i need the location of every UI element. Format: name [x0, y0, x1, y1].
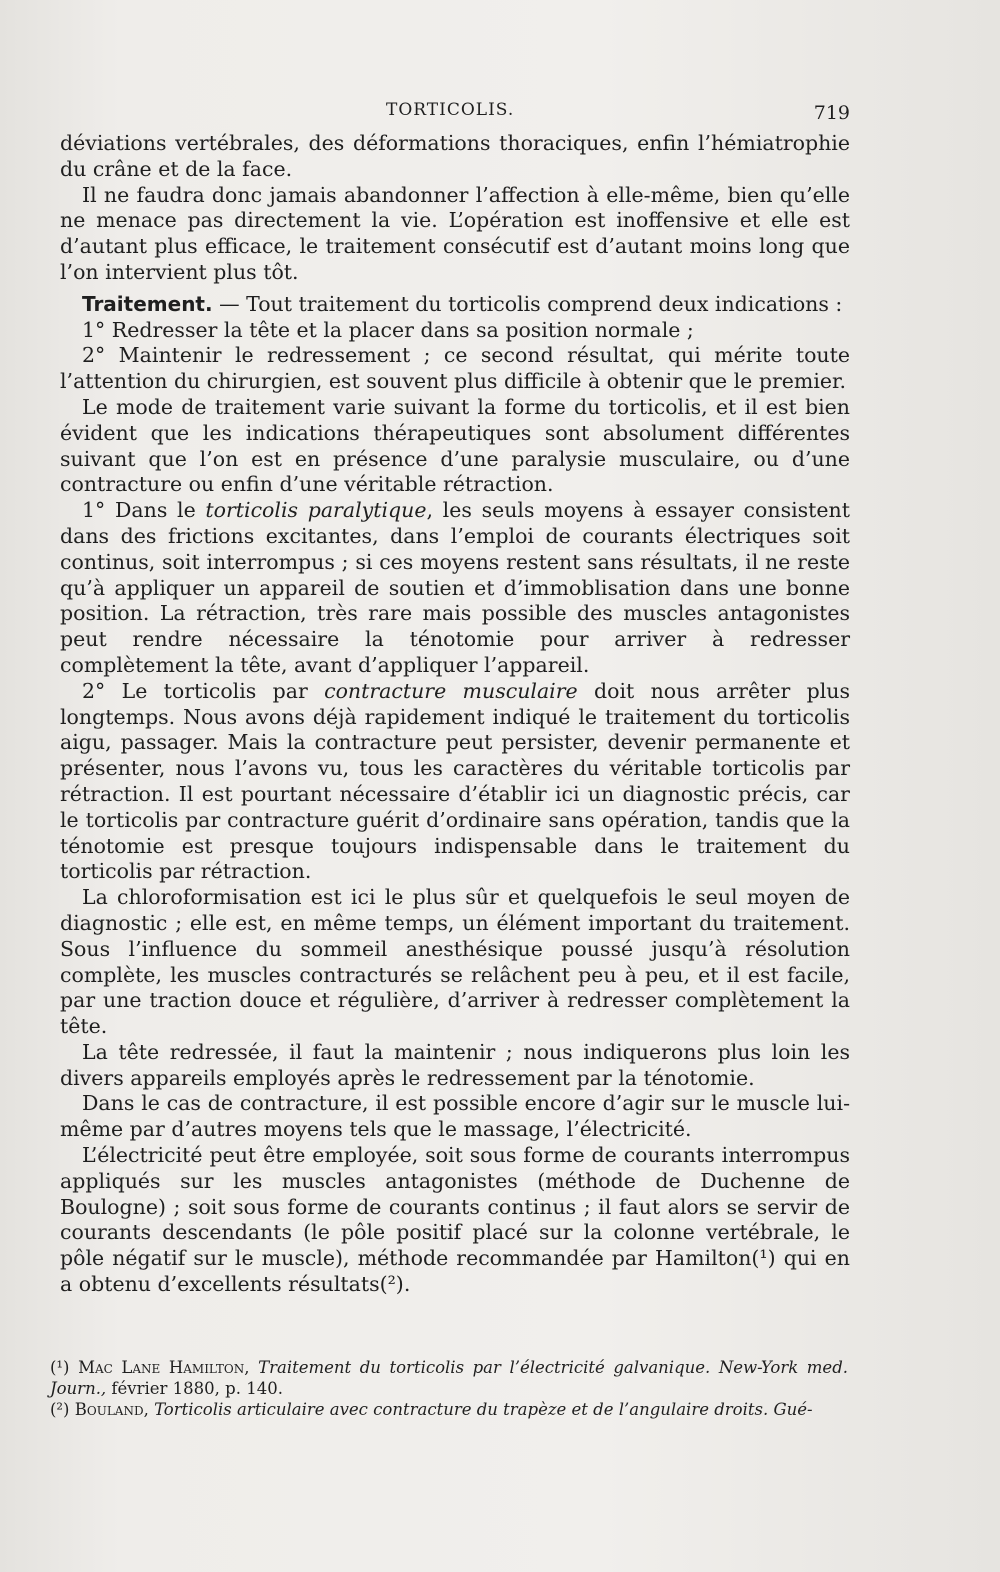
paragraph: 2° Maintenir le redressement ; ce second résultat, qui mérite toute l’attention du chirurgien, est souvent plus difficile à obtenir que le premier. — [60, 343, 850, 394]
paragraph — [60, 292, 850, 318]
footnote — [50, 1357, 848, 1399]
paragraph-text: doit nous arrêter plus longtemps. Nous avons déjà rapidement indiqué le traitement du torticolis aigu, passager. Mais la contracture peut persister, devenir permanente et présenter, nous l’avons vu, tous les caractères du véritable torticolis par rétraction. Il est pourtant nécessaire d’établir ici un diagnostic précis, car le torticolis par contracture guérit d’ordinaire sans opération, tandis que la ténotomie est presque toujours indispensable dans le traitement du torticolis par rétraction. — [60, 678, 850, 884]
footnote-ref[interactable]: (¹) — [751, 1246, 776, 1271]
footnote-rest: février 1880, p. 140. — [106, 1379, 283, 1398]
italic-term: torticolis paralytique — [205, 498, 427, 523]
footnote-ref[interactable]: (²) — [379, 1272, 404, 1297]
paragraph: La tête redressée, il faut la maintenir ; nous indiquerons plus loin les divers appareils employés après le redressement par la ténotomie. — [60, 1039, 850, 1090]
italic-term: contracture musculaire — [324, 678, 578, 703]
footnote — [50, 1399, 848, 1420]
paragraph — [60, 1143, 850, 1298]
page-number: 719 — [813, 102, 850, 124]
paragraph: 1° Redresser la tête et la placer dans sa position normale ; — [82, 317, 694, 342]
body-text — [60, 131, 850, 1298]
footnote-title: Torticolis articulaire avec contracture du trapèze et de l’angulaire droits. Gué- — [154, 1400, 813, 1419]
paragraph — [60, 679, 850, 885]
footnotes — [50, 1357, 848, 1420]
paragraph-text: , les seuls moyens à essayer consistent dans des frictions excitantes, dans l’emploi de courants électriques soit continus, soit interrompus ; si ces moyens restent sans résultats, il ne reste qu’à appliquer un appareil de soutien et d’immoblisation dans une bonne position. La rétraction, très rare mais possible des muscles antagonistes peut rendre nécessaire la ténotomie pour arriver à redresser complètement la tête, avant d’appliquer l’appareil. — [60, 498, 850, 677]
footnote-marker: (¹) — [50, 1358, 70, 1377]
footnote-title: Traitement du torticolis par l’électricité galvanique. New-York med. Journ., — [50, 1358, 848, 1398]
page-header — [0, 100, 1000, 130]
footnote-author: Mac Lane Hamilton, — [78, 1358, 250, 1377]
running-title: TORTICOLIS. — [386, 100, 515, 120]
footnote-marker: (²) — [50, 1400, 70, 1419]
paragraph: Le mode de traitement varie suivant la forme du torticolis, et il est bien évident que les indications thérapeutiques sont absolument différentes suivant que l’on est en présence d’une paralysie musculaire, ou d’une contracture ou enfin d’une véritable rétraction. — [60, 394, 850, 497]
paragraph — [60, 498, 850, 679]
footnote-author: Bouland, — [74, 1400, 149, 1419]
paragraph-text: — Tout traitement du torticolis comprend deux indications : — [212, 291, 843, 316]
paragraph-text: L’électricité peut être employée, soit sous forme de courants interrompus appliqués sur les muscles antagonistes (méthode de Duchenne de Boulogne) ; soit sous forme de courants continus ; il faut alors se servir de courants descendants (le pôle positif placé sur la colonne vertébrale, le pôle négatif sur le muscle), méthode recommandée par Hamilton — [60, 1143, 850, 1271]
paragraph-text: 1° Dans le — [82, 498, 206, 523]
paragraph: Il ne faudra donc jamais abandonner l’affection à elle-même, bien qu’elle ne menace pas directement la vie. L’opération est inoffensive et elle est d’autant plus efficace, le traitement consécutif est d’autant moins long que l’on intervient plus tôt. — [60, 182, 850, 284]
paragraph: déviations vertébrales, des déformations thoraciques, enfin l’hémiatrophie du crâne et de la face. — [60, 131, 850, 181]
paragraph-text: . — [403, 1272, 411, 1297]
paragraph: La chloroformisation est ici le plus sûr et quelquefois le seul moyen de diagnostic ; elle est, en même temps, un élément important du traitement. Sous l’influence du sommeil anesthésique poussé jusqu’à résolution complète, les muscles contracturés se relâchent peu à peu, et il est facile, par une traction douce et régulière, d’arriver à redresser complètement la tête. — [60, 885, 850, 1039]
paragraph-text: 2° Le torticolis par — [82, 678, 325, 703]
paragraph: Dans le cas de contracture, il est possible encore d’agir sur le muscle lui-même par d’autres moyens tels que le massage, l’électricité. — [60, 1091, 850, 1142]
paragraph-text: qui en a obtenu d’excellents résultats — [60, 1246, 850, 1297]
section-heading: Traitement. — [82, 291, 213, 316]
